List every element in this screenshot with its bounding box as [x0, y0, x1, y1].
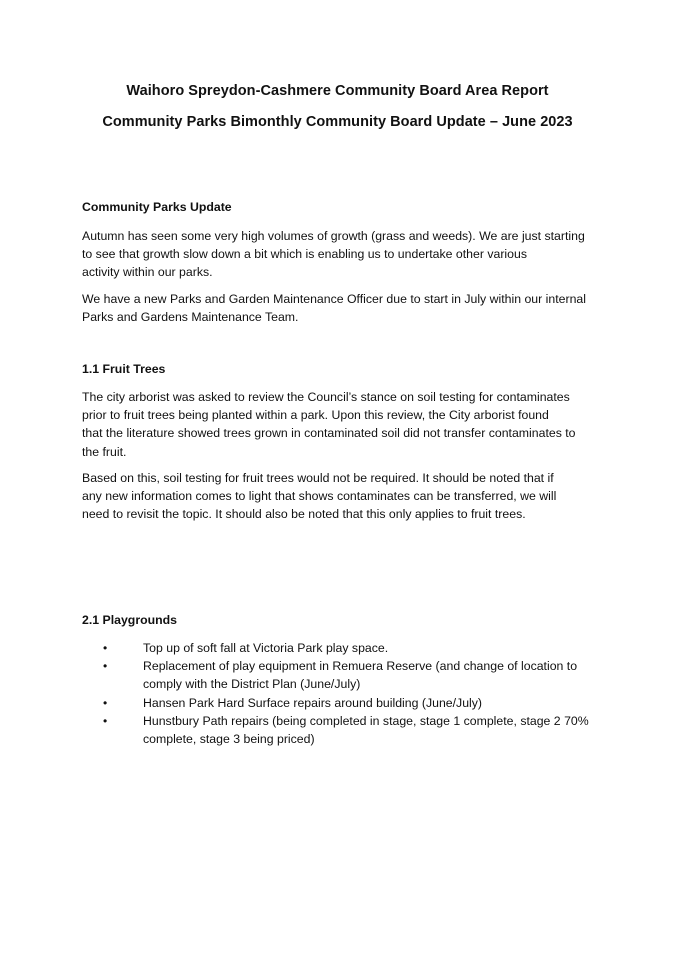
- list-item-text: Replacement of play equipment in Remuera Reserve (and change of location to: [143, 659, 578, 674]
- bullet-icon: •: [103, 713, 108, 728]
- text-line: The city arborist was asked to review the Council’s stance on soil testing for contaminates: [82, 390, 570, 404]
- paragraph-growth: [82, 227, 622, 282]
- text-line: We have a new Parks and Garden Maintenance Officer due to start in July within our internal: [82, 292, 586, 306]
- bullet-icon: •: [103, 641, 108, 655]
- paragraph-arborist-review: [82, 388, 622, 461]
- document-subtitle: Community Parks Bimonthly Community Board Update – June 2023: [102, 114, 573, 130]
- list-item-text: Hansen Park Hard Surface repairs around building (June/July): [143, 695, 483, 710]
- paragraph-new-officer: [82, 290, 622, 326]
- document-title: Waihoro Spreydon-Cashmere Community Board Area Report: [126, 83, 549, 99]
- list-item-text: comply with the District Plan (June/July): [143, 677, 361, 692]
- list-item: [82, 694, 622, 712]
- list-item: [82, 639, 622, 657]
- list-item-text: complete, stage 3 being priced): [143, 732, 315, 747]
- text-line: Parks and Gardens Maintenance Team.: [82, 310, 299, 325]
- section-heading-community-parks-update: Community Parks Update: [82, 200, 232, 214]
- playgrounds-list: [82, 639, 622, 748]
- text-line: the fruit.: [82, 444, 127, 459]
- list-item: [82, 657, 622, 693]
- text-line: any new information comes to light that shows contaminates can be transferred, we will: [82, 489, 557, 504]
- text-line: that the literature showed trees grown in contaminated soil did not transfer contaminates to: [82, 426, 576, 441]
- section-heading-fruit-trees: 1.1 Fruit Trees: [82, 362, 166, 376]
- paragraph-soil-testing: [82, 469, 622, 524]
- text-line: to see that growth slow down a bit which is enabling us to undertake other various: [82, 247, 527, 262]
- bullet-icon: •: [103, 695, 108, 710]
- list-item-text: Hunstbury Path repairs (being completed in stage, stage 1 complete, stage 2 70%: [143, 713, 589, 728]
- text-line: Based on this, soil testing for fruit trees would not be required. It should be noted that if: [82, 471, 554, 485]
- text-line: activity within our parks.: [82, 265, 213, 280]
- list-item-text: Top up of soft fall at Victoria Park play space.: [143, 641, 389, 655]
- text-line: Autumn has seen some very high volumes of growth (grass and weeds). We are just starting: [82, 229, 585, 243]
- section-heading-playgrounds: 2.1 Playgrounds: [82, 613, 177, 627]
- text-line: prior to fruit trees being planted within a park. Upon this review, the City arborist found: [82, 408, 549, 423]
- list-item: [82, 712, 622, 748]
- text-line: need to revisit the topic. It should also be noted that this only applies to fruit trees.: [82, 507, 526, 522]
- bullet-icon: •: [103, 659, 108, 674]
